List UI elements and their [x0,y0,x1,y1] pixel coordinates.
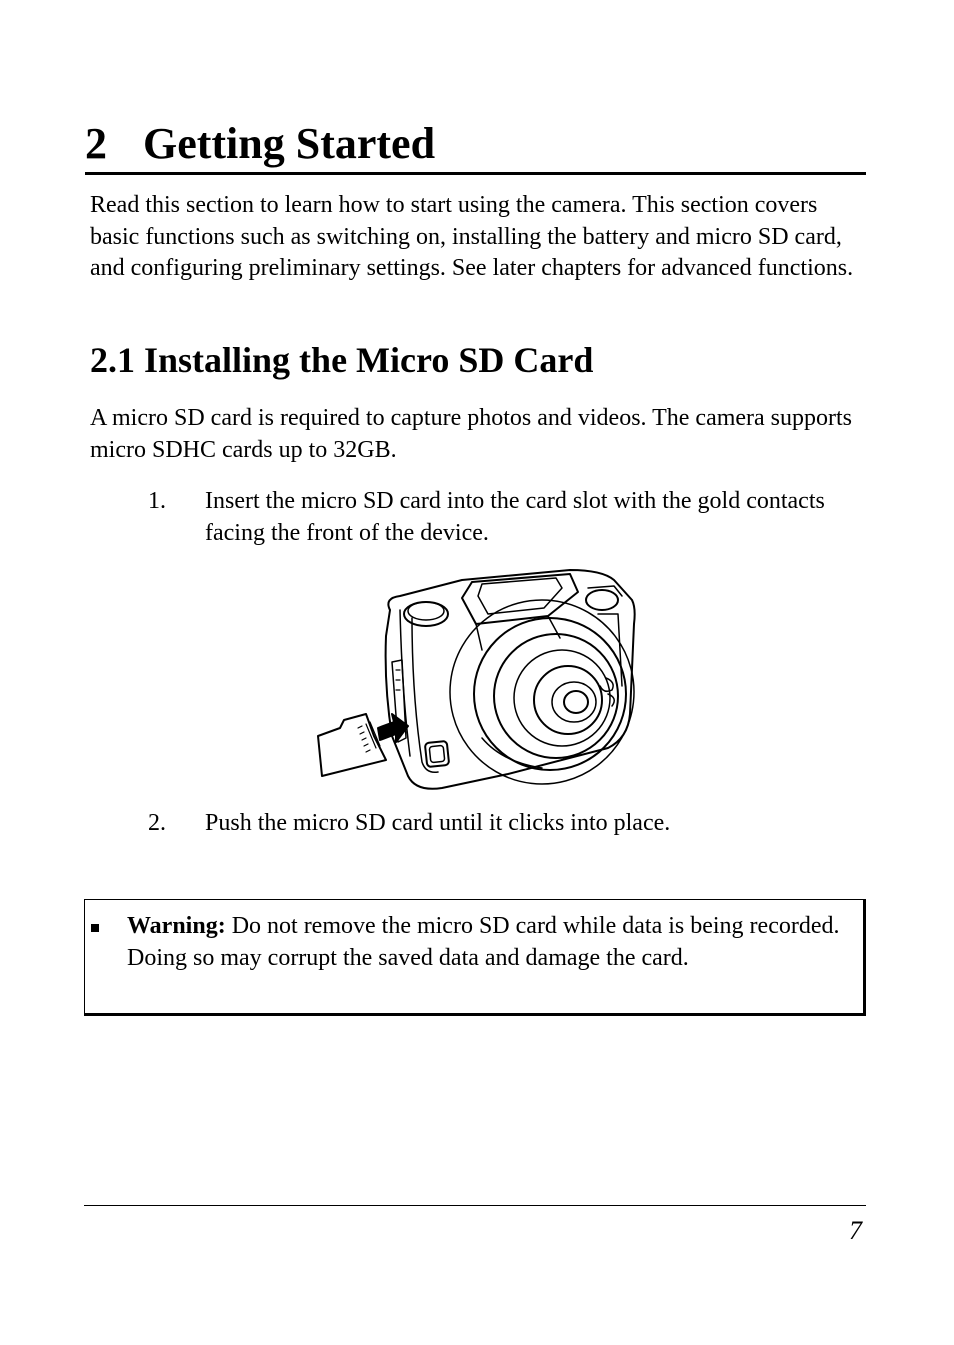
step-number: 1. [148,488,166,514]
warning-text [127,911,857,974]
chapter-title: Getting Started [143,119,436,168]
chapter-intro-paragraph: Read this section to learn how to start using the camera. This section covers basic functions such as switching on, installing the battery and micro SD card, and configuring preliminary settings. See later chapters for advanced functions. [90,192,854,282]
section-intro-paragraph: A micro SD card is required to capture photos and videos. The camera supports micro SDHC cards up to 32GB. [90,405,853,463]
camera-microsd-insertion-illustration [312,566,642,792]
step-number: 2. [148,810,166,836]
footer-rule [84,1205,866,1206]
microsd-card-icon [318,714,386,776]
step-text: Push the micro SD card until it clicks into place. [205,810,671,836]
warning-label: Warning: [127,913,226,939]
chapter-heading [85,118,866,175]
step-1 [90,486,860,549]
camera-icon [386,570,635,789]
warning-body: Do not remove the micro SD card while data is being recorded. Doing so may corrupt the saved data and damage the card. [127,913,840,971]
step-text: Insert the micro SD card into the card slot with the gold contacts facing the front of the device. [205,488,825,546]
section-heading: 2.1 Installing the Micro SD Card [90,340,594,380]
chapter-number: 2 [85,119,107,168]
step-2 [90,808,860,840]
bullet-icon [91,924,99,932]
warning-box [84,899,866,1016]
lens-icon [429,579,642,792]
page-number: 7 [849,1216,862,1245]
